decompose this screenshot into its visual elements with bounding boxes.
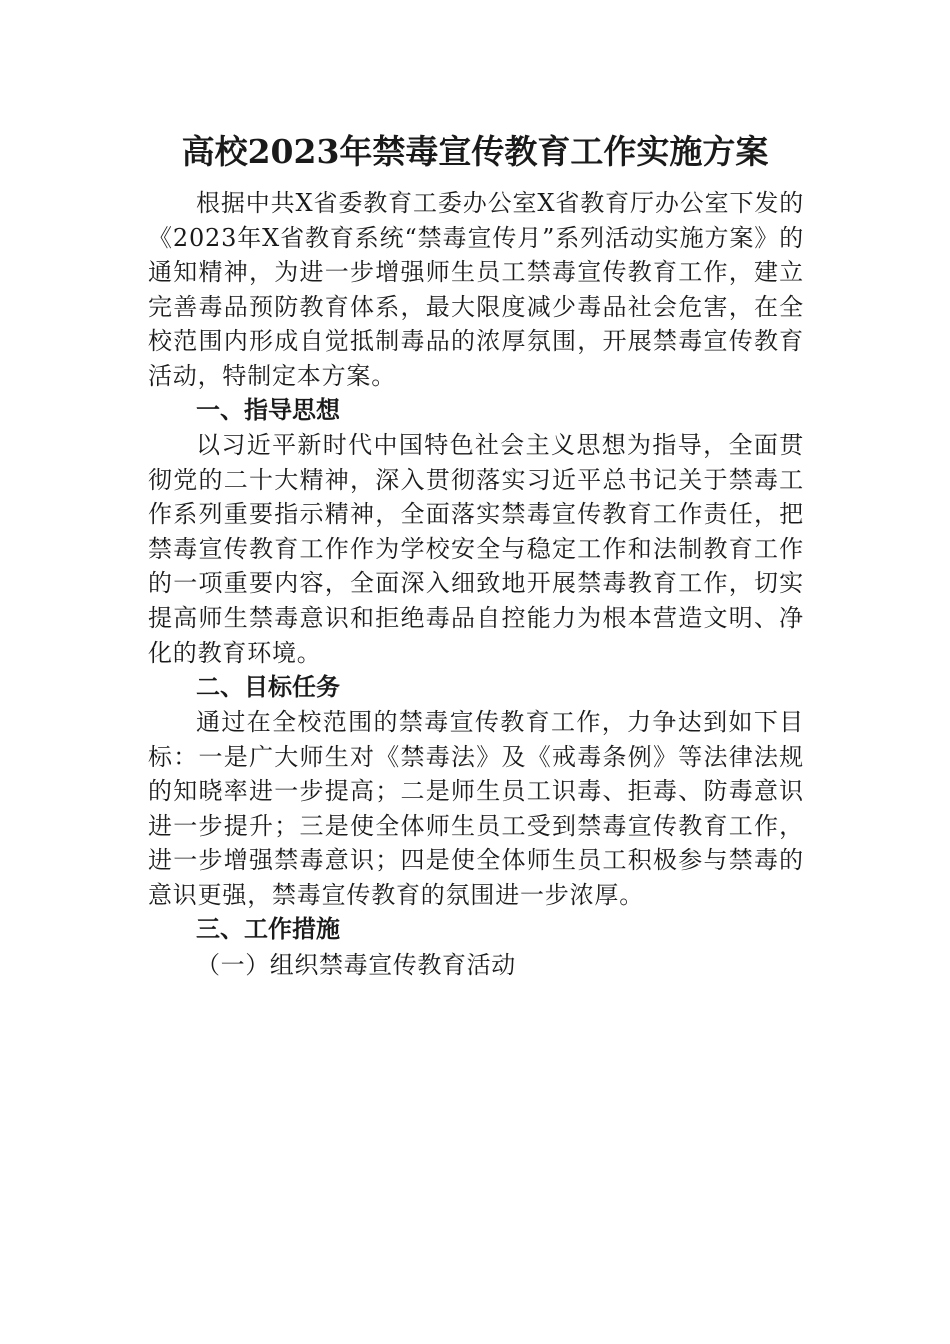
- guiding-ideology-paragraph: 以习近平新时代中国特色社会主义思想为指导，全面贯彻党的二十大精神，深入贯彻落实习近平总书记关于禁毒工作系列重要指示精神，全面落实禁毒宣传教育工作责任，把禁毒宣传教育工作作为学校安全与稳定工作和法制教育工作的一项重要内容，全面深入细致地开展禁毒教育工作，切实提高师生禁毒意识和拒绝毒品自控能力为根本营造文明、净化的教育环境。: [148, 431, 804, 667]
- subsection-heading-activities: （一）组织禁毒宣传教育活动: [196, 951, 516, 979]
- section-heading-guiding-ideology: 一、指导思想: [196, 396, 340, 424]
- intro-paragraph: 根据中共X省委教育工委办公室X省教育厅办公室下发的《2023年X省教育系统“禁毒宣传月”系列活动实施方案》的通知精神，为进一步增强师生员工禁毒宣传教育工作，建立完善毒品预防教育体系，最大限度减少毒品社会危害，在全校范围内形成自觉抵制毒品的浓厚氛围，开展禁毒宣传教育活动，特制定本方案。: [148, 189, 804, 390]
- document-title: 高校2023年禁毒宣传教育工作实施方案: [181, 132, 769, 171]
- section-heading-goals-tasks: 二、目标任务: [196, 673, 340, 701]
- goals-tasks-paragraph: 通过在全校范围的禁毒宣传教育工作，力争达到如下目标：一是广大师生对《禁毒法》及《戒毒条例》等法律法规的知晓率进一步提高；二是师生员工识毒、拒毒、防毒意识进一步提升；三是使全体师生员工受到禁毒宣传教育工作，进一步增强禁毒意识；四是使全体师生员工积极参与禁毒的意识更强，禁毒宣传教育的氛围进一步浓厚。: [148, 708, 804, 909]
- section-heading-work-measures: 三、工作措施: [196, 915, 340, 943]
